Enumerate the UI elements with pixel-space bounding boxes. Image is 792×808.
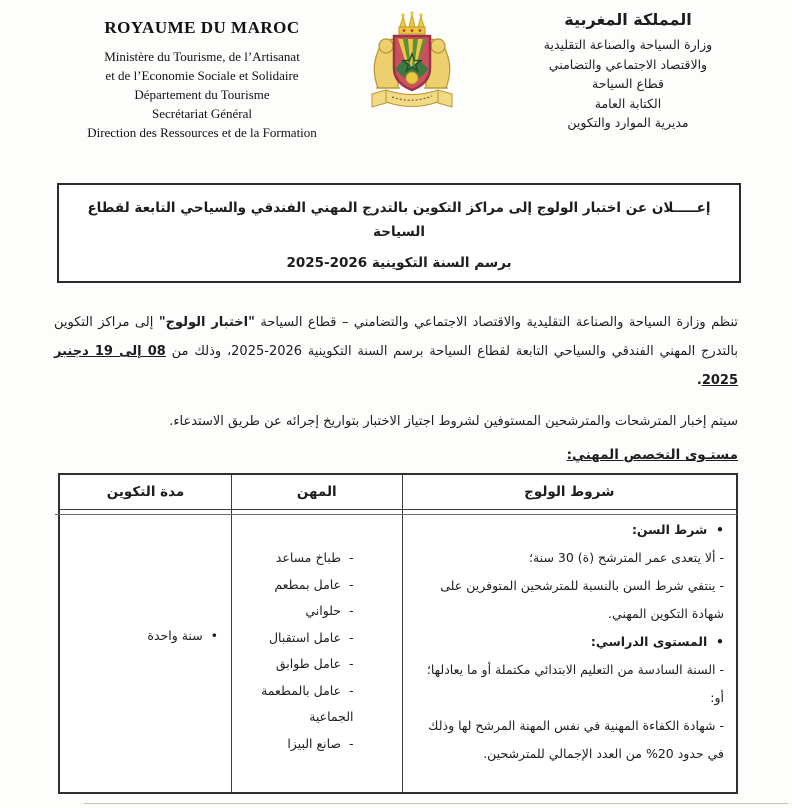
intro-text-middle: إلى مراكز التكوين بالتدرج المهني الفندقي والسياحي التابعة لقطاع السياحة برسم السنة التكوينية 2026-2025، وذلك من: [54, 315, 738, 359]
age-condition-item: - ينتفي شرط السن بالنسبة للمترشحين المتوفرين على شهادة التكوين المهني.: [440, 578, 724, 621]
duration-cell: [59, 510, 232, 794]
profession-item: - عامل بالمطعمة الجماعية: [238, 678, 354, 731]
age-condition-title: • شرط السن:: [415, 516, 724, 544]
ministry-line-french: et de l’Economie Sociale et Solidaire: [105, 68, 299, 83]
announcement-title-line1: إعـــــلان عن اختبار الولوج إلى مراكز التكوين بالتدرج المهني الفندقي والسياحي التابعة لقطاع السياحة: [87, 199, 711, 240]
profession-item: - حلواني: [238, 598, 354, 625]
profession-item: - عامل بمطعم: [238, 572, 354, 599]
kingdom-title-french: ROYAUME DU MAROC: [104, 18, 300, 37]
announcement-title-line2: برسم السنة التكوينية 2026-2025: [286, 254, 512, 271]
ministry-line-arabic: قطاع السياحة: [592, 76, 664, 91]
header-arabic-block: [478, 10, 778, 133]
intro-text-start: تنظم وزارة السياحة والصناعة التقليدية والاقتصاد الاجتماعي والتضامني – قطاع السياحة: [254, 315, 738, 330]
emblem-ribbon-right: [438, 90, 452, 107]
education-condition-item: - شهادة الكفاءة المهنية في نفس المهنة المرشح لها وذلك في حدود 20% من العدد الإجمالي للمترشحين.: [428, 718, 724, 761]
exam-access-quote: "اختبار الولوج": [158, 315, 255, 330]
emblem-ribbon-left: [372, 90, 386, 107]
ministry-line-french: Secrétariat Général: [152, 106, 252, 121]
specialization-table-wrap: [54, 473, 738, 794]
conditions-cell: [402, 510, 737, 794]
emblem-shield: [394, 36, 430, 90]
ministry-line-french: Département du Tourisme: [134, 87, 270, 102]
professions-cell: [232, 510, 403, 794]
duration-value: • سنة واحدة: [61, 628, 218, 643]
profession-item: - طباخ مساعد: [238, 545, 354, 572]
section-heading-specialization: مستـوى التخصص المهني:: [566, 447, 738, 463]
ministry-line-arabic: الكتابة العامة: [594, 95, 662, 111]
profession-item: - عامل طوابق: [238, 651, 354, 678]
intro-text-end: .: [696, 373, 702, 388]
profession-item: - صانع البيزا: [238, 731, 354, 758]
document-body: [54, 308, 738, 794]
emblem-ribbon-center: [386, 90, 438, 107]
education-condition-title: • المستوى الدراسي:: [415, 628, 724, 656]
table-header-conditions: شروط الولوج: [402, 474, 737, 510]
table-header-row: [59, 474, 737, 510]
kingdom-title-arabic: المملكة المغربية: [564, 10, 692, 29]
specialization-table: [58, 473, 738, 794]
notification-paragraph: سيتم إخبار المترشحات والمترشحين المستوفين لشروط اجتياز الاختبار بتواريخ إجرائه عن طريق الاستدعاء.: [169, 414, 738, 429]
announcement-title-box: [57, 183, 741, 283]
intro-paragraph: [54, 308, 738, 395]
education-condition-item: - السنة السادسة من التعليم الابتدائي مكتملة أو ما يعادلها؛: [426, 662, 724, 677]
age-condition-item: - ألا يتعدى عمر المترشح (ة) 30 سنة؛: [529, 550, 724, 565]
moroccan-coat-of-arms: [362, 6, 462, 118]
profession-item: - عامل استقبال: [238, 625, 354, 652]
table-body-row: [59, 510, 737, 794]
header-french-block: [52, 18, 352, 142]
ministry-line-arabic: والاقتصاد الاجتماعي والتضامني: [548, 56, 708, 72]
ministry-line-arabic: وزارة السياحة والصناعة التقليدية: [543, 37, 713, 52]
ministry-line-arabic: مديرية الموارد والتكوين: [567, 115, 689, 130]
ministry-line-french: Direction des Ressources et de la Formation: [87, 125, 317, 140]
emblem-crown: [399, 11, 425, 34]
ministry-line-french: Ministère du Tourisme, de l’Artisanat: [104, 49, 300, 64]
table-header-duration: مدة التكوين: [59, 474, 232, 510]
page-bottom-scan-line: [84, 803, 788, 804]
table-header-professions: المهن: [232, 474, 403, 510]
education-condition-item: أو:: [710, 690, 724, 705]
exam-dates: 08 إلى 19 دجنبر 2025: [54, 344, 738, 388]
table-header-divider-line: [55, 514, 737, 515]
